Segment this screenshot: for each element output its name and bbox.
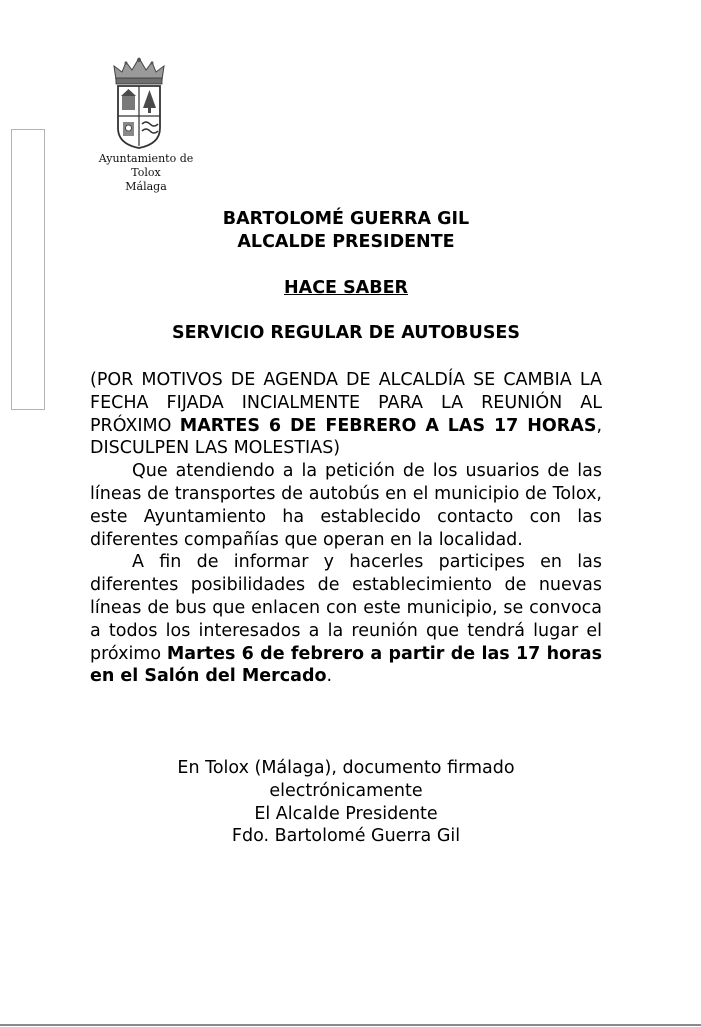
notice-body <box>90 369 602 688</box>
margin-annotation-box <box>11 129 45 410</box>
body-paragraph-2 <box>90 551 602 688</box>
schedule-change-apology: , DISCULPEN LAS MOLESTIAS) <box>90 415 603 459</box>
notice-title: HACE SABER <box>284 278 408 298</box>
signature-block <box>90 757 602 848</box>
municipality-province: Málaga <box>125 180 167 193</box>
municipality-name: Ayuntamiento de Tolox <box>98 152 194 179</box>
schedule-change-text: (POR MOTIVOS DE AGENDA DE ALCALDÍA SE CAMBIA LA FECHA FIJADA INCIALMENTE PARA LA REUNIÓN AL PRÓXIMO <box>90 370 602 436</box>
coat-of-arms-icon <box>108 56 170 150</box>
schedule-change-date: MARTES 6 DE FEBRERO A LAS 17 HORAS <box>179 415 597 436</box>
body-paragraph-1: Que atendiendo a la petición de los usuarios de las líneas de transportes de autobús en el municipio de Tolox, este Ayuntamiento ha establecido contacto con las diferentes compañías que operan en la localidad. <box>90 461 602 550</box>
notice-subject: SERVICIO REGULAR DE AUTOBUSES <box>172 323 520 343</box>
signature-name: Fdo. Bartolomé Guerra Gil <box>231 826 461 847</box>
page-bottom-rule <box>0 1024 701 1026</box>
mayor-title: ALCALDE PRESIDENTE <box>237 232 455 252</box>
mayor-heading <box>90 208 602 254</box>
meeting-end-punctuation: . <box>326 666 333 687</box>
schedule-change-note <box>90 369 602 460</box>
signature-role: El Alcalde Presidente <box>254 803 438 824</box>
signature-place: En Tolox (Málaga), documento firmado <box>177 758 515 778</box>
municipality-label <box>86 152 206 194</box>
signature-method: electrónicamente <box>269 780 423 801</box>
meeting-invitation-text: A fin de informar y hacerles participes en las diferentes posibilidades de establecimiento de nuevas líneas de bus que enlacen con este municipio, se convoca a todos los interesados a la reunión que tendrá lugar el próximo <box>90 552 602 664</box>
mayor-name: BARTOLOMÉ GUERRA GIL <box>222 209 470 229</box>
meeting-date-location: Martes 6 de febrero a partir de las 17 horas en el Salón del Mercado <box>90 643 603 687</box>
